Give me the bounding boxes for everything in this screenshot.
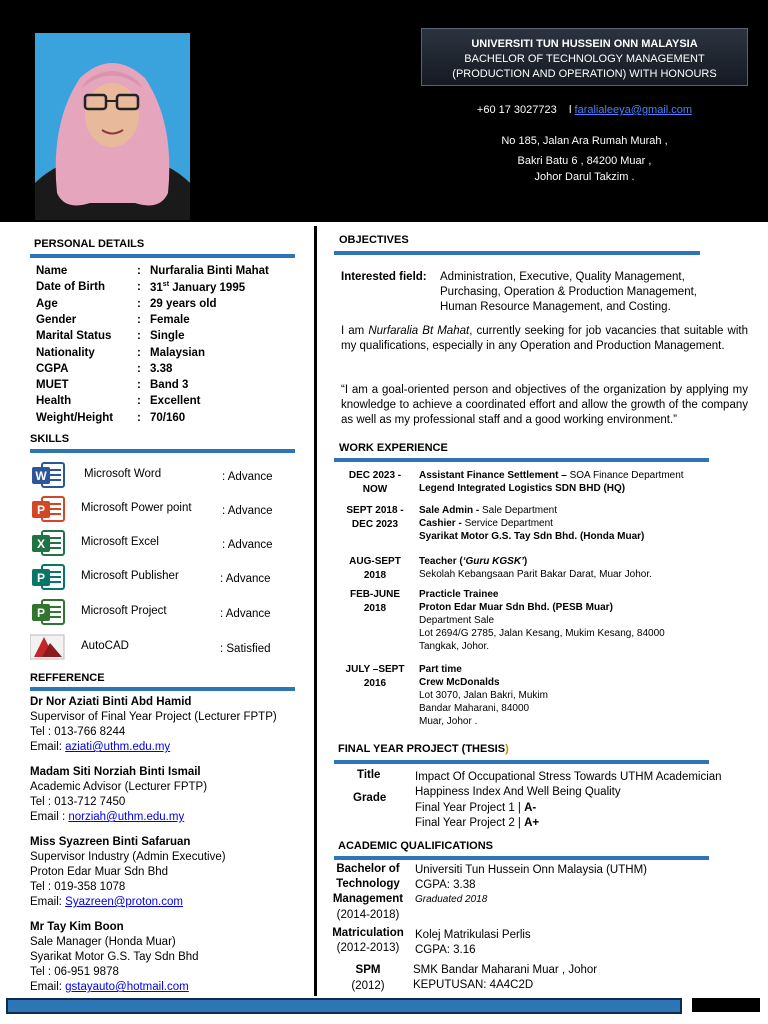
detail-colon: :	[137, 346, 141, 359]
svg-text:P: P	[36, 503, 46, 517]
fyp-title-line-2: Happiness Index And Well Being Quality	[415, 786, 621, 798]
reference-detail: Syarikat Motor G.S. Tay Sdn Bhd	[30, 951, 199, 963]
job-title-part: Part time	[419, 664, 462, 675]
fyp-grade-1	[415, 801, 536, 816]
detail-label: Date of Birth	[36, 281, 105, 294]
academic-heading: ACADEMIC QUALIFICATIONS	[338, 840, 494, 852]
detail-value: Excellent	[150, 395, 201, 408]
detail-value: Nurfaralia Binti Mahat	[150, 265, 269, 277]
reference-name: Madam Siti Norziah Binti Ismail	[30, 766, 201, 778]
detail-colon: :	[137, 265, 141, 277]
reference-detail: Tel : 019-358 1078	[30, 881, 126, 893]
reference-name: Mr Tay Kim Boon	[30, 921, 124, 933]
fyp-title-end: )	[505, 743, 509, 755]
skill-name: Microsoft Project	[81, 605, 167, 617]
word-icon	[30, 461, 64, 489]
detail-value: Band 3	[150, 379, 189, 392]
fyp-grade-2	[415, 816, 539, 831]
detail-colon: :	[137, 411, 141, 424]
degree-label-1: Bachelor of	[336, 863, 400, 875]
header-banner	[0, 0, 768, 222]
reference-email-link[interactable]: aziati@uthm.edu.my	[65, 741, 171, 753]
reference-name: Miss Syazreen Binti Safaruan	[30, 836, 191, 848]
reference-email-line	[30, 740, 170, 755]
reference-email-line	[30, 980, 189, 995]
svg-text:P: P	[36, 571, 46, 585]
work-experience-heading: WORK EXPERIENCE	[339, 442, 448, 454]
fyp-divider	[334, 760, 709, 764]
skill-level: : Advance	[222, 539, 273, 551]
contact-separator: l	[569, 104, 572, 116]
matriculation-label: Matriculation	[332, 927, 404, 939]
phone-number: +60 17 3027723	[476, 104, 557, 116]
skill-name: Microsoft Power point	[81, 502, 192, 514]
job-title-part: )	[523, 556, 528, 567]
job-detail: Tangkak, Johor.	[419, 641, 490, 652]
objective-text-2: , currently seeking for job vacancies that suitable with my qualifications, especially in any Operation and Production Management.	[341, 325, 748, 352]
academic-divider	[334, 856, 709, 860]
matriculation-cgpa: CGPA: 3.16	[415, 944, 476, 956]
reference-email-label: Email:	[30, 741, 66, 753]
skill-level: : Advance	[220, 573, 271, 585]
powerpoint-icon	[30, 495, 64, 523]
work-divider	[334, 458, 709, 462]
personal-details-heading: PERSONAL DETAILS	[34, 238, 145, 250]
svg-text:X: X	[36, 537, 46, 551]
job-detail: Muar, Johor .	[419, 716, 478, 727]
detail-colon: :	[137, 281, 141, 294]
degree-line-2: (PRODUCTION AND OPERATION) WITH HONOURS	[452, 68, 717, 80]
reference-detail: Supervisor of Final Year Project (Lecturer FPTP)	[30, 711, 277, 723]
detail-value: 29 years old	[150, 297, 217, 310]
skill-level: : Advance	[222, 505, 273, 517]
detail-colon: :	[137, 395, 141, 408]
job-detail: Bandar Maharani, 84000	[419, 703, 530, 714]
detail-value: 70/160	[150, 411, 186, 424]
address-line-2: Bakri Batu 6 , 84200 Muar ,	[517, 155, 652, 167]
detail-colon: :	[137, 330, 141, 343]
excel-icon	[30, 529, 64, 557]
detail-label: MUET	[36, 379, 69, 392]
degree-cgpa: CGPA: 3.38	[415, 879, 476, 891]
job-detail-role: Cashier -	[419, 518, 465, 529]
job-date: SEPT 2018 - DEC 2023	[346, 505, 404, 530]
objectives-heading: OBJECTIVES	[339, 234, 409, 246]
detail-colon: :	[137, 313, 141, 326]
objective-paragraph-1	[341, 324, 748, 354]
detail-value: Malaysian	[150, 346, 205, 359]
detail-value: 31st January 1995	[150, 281, 246, 295]
job-detail: Legend Integrated Logistics SDN BHD (HQ)	[419, 483, 626, 494]
matriculation-years: (2012-2013)	[336, 942, 400, 954]
address-line-1: No 185, Jalan Ara Rumah Murah ,	[501, 135, 668, 147]
skill-name: Microsoft Publisher	[81, 570, 179, 582]
interested-field-label: Interested field:	[341, 271, 427, 283]
job-title-part: Assistant Finance Settlement –	[419, 470, 570, 481]
reference-email-link[interactable]: gstayauto@hotmail.com	[65, 981, 189, 993]
reference-email-label: Email:	[30, 896, 66, 908]
reference-email-link[interactable]: Syazreen@proton.com	[65, 896, 183, 908]
reference-detail: Tel : 06-951 9878	[30, 966, 119, 978]
footer-block	[692, 998, 760, 1012]
university-box	[421, 28, 748, 86]
reference-detail: Sale Manager (Honda Muar)	[30, 936, 176, 948]
job-detail: Lot 2694/G 2785, Jalan Kesang, Mukim Kesang, 84000	[419, 628, 665, 639]
fyp-title-text: FINAL YEAR PROJECT (THESIS	[338, 743, 506, 755]
detail-colon: :	[137, 362, 141, 375]
objective-paragraph-2: “I am a goal-oriented person and objectives of the organization by applying my knowledge to achieve a coordinated effort and allow the growth of the company as well as my professional staff and a good working environment.”	[341, 384, 748, 426]
university-name: UNIVERSITI TUN HUSSEIN ONN MALAYSIA	[471, 38, 698, 50]
reference-heading: REFFERENCE	[30, 672, 105, 684]
detail-label: Weight/Height	[36, 411, 114, 424]
spm-label: SPM	[355, 964, 381, 976]
fyp-grade-1-value: A-	[524, 802, 537, 814]
degree-label-3: Management	[332, 893, 404, 905]
matriculation-college: Kolej Matrikulasi Perlis	[415, 929, 531, 941]
objectives-divider	[334, 251, 700, 255]
job-title-part: Sale Department	[481, 505, 558, 516]
degree-label-4: (2014-2018)	[336, 909, 400, 921]
job-date: FEB-JUNE 2018	[349, 589, 400, 614]
email-link[interactable]: faralialeeya@gmail.com	[574, 104, 693, 116]
detail-label: Nationality	[36, 346, 95, 359]
fyp-heading	[338, 743, 509, 755]
reference-email-label: Email:	[30, 981, 66, 993]
job-date: DEC 2023 - NOW	[348, 470, 402, 495]
svg-text:W: W	[35, 469, 47, 483]
detail-value: Single	[150, 330, 185, 343]
detail-colon: :	[137, 297, 141, 310]
skill-level: : Advance	[222, 471, 273, 483]
objective-text: I am	[341, 325, 369, 337]
job-date: AUG-SEPT 2018	[349, 556, 401, 581]
reference-detail: Tel : 013-712 7450	[30, 796, 126, 808]
skill-level: : Satisfied	[220, 643, 271, 655]
publisher-icon	[30, 563, 64, 591]
degree-graduated: Graduated 2018	[415, 894, 488, 905]
reference-detail: Academic Advisor (Lecturer FPTP)	[30, 781, 208, 793]
interested-field-3: Human Resource Management, and Costing.	[440, 301, 671, 313]
contact-line	[421, 104, 748, 116]
detail-label: Name	[36, 265, 68, 277]
job-title	[419, 663, 462, 676]
job-title	[419, 504, 557, 517]
job-title	[419, 555, 527, 568]
skill-name: Microsoft Word	[84, 468, 162, 480]
detail-label: Health	[36, 395, 72, 408]
job-detail	[419, 517, 553, 530]
fyp-title-line-1: Impact Of Occupational Stress Towards UTHM Academician	[415, 771, 722, 783]
detail-label: Age	[36, 297, 58, 310]
interested-field-2: Purchasing, Operation & Production Management,	[440, 286, 697, 298]
fyp-grade-label: Grade	[353, 792, 387, 804]
job-title-part: SOA Finance Department	[569, 470, 684, 481]
reference-divider	[30, 687, 295, 691]
spm-school: SMK Bandar Maharani Muar , Johor	[413, 964, 598, 976]
job-detail: Lot 3070, Jalan Bakri, Mukim	[419, 690, 548, 701]
spm-year: (2012)	[351, 980, 385, 992]
objective-name: Nurfaralia Bt Mahat	[368, 325, 470, 337]
job-title	[419, 469, 684, 482]
address-line-3: Johor Darul Takzim .	[534, 171, 635, 183]
reference-email-line	[30, 895, 183, 910]
skills-heading: SKILLS	[30, 433, 70, 445]
job-detail-dept: Service Department	[464, 518, 553, 529]
svg-text:P: P	[36, 606, 46, 620]
job-detail: Proton Edar Muar Sdn Bhd. (PESB Muar)	[419, 602, 613, 613]
detail-value: Female	[150, 313, 190, 326]
job-title-part: Practicle Trainee	[419, 589, 499, 600]
reference-email-link[interactable]: norziah@uthm.edu.my	[68, 811, 185, 823]
detail-colon: :	[137, 379, 141, 392]
project-icon	[30, 598, 64, 626]
detail-label: CGPA	[36, 362, 69, 375]
footer-bar	[6, 998, 682, 1014]
skills-divider	[30, 449, 295, 453]
job-detail: Syarikat Motor G.S. Tay Sdn Bhd. (Honda Muar)	[419, 531, 645, 542]
job-title-part: Sale Admin -	[419, 505, 482, 516]
job-title	[419, 588, 499, 601]
spm-result: KEPUTUSAN: 4A4C2D	[413, 979, 534, 991]
reference-detail: Tel : 013-766 8244	[30, 726, 126, 738]
detail-label: Gender	[36, 313, 77, 326]
reference-name: Dr Nor Aziati Binti Abd Hamid	[30, 696, 192, 708]
reference-detail: Supervisor Industry (Admin Executive)	[30, 851, 226, 863]
job-date: JULY –SEPT 2016	[345, 664, 405, 689]
skill-level: : Advance	[220, 608, 271, 620]
skill-name: Microsoft Excel	[81, 536, 159, 548]
interested-field-1: Administration, Executive, Quality Management,	[440, 271, 685, 283]
personal-divider	[30, 254, 295, 258]
job-detail: Crew McDonalds	[419, 677, 500, 688]
fyp-grade-2-value: A+	[524, 817, 540, 829]
column-divider	[314, 226, 317, 996]
job-title-part: ‘Guru KGSK’	[462, 556, 524, 567]
reference-email-label: Email :	[30, 811, 69, 823]
job-detail: Sekolah Kebangsaan Parit Bakar Darat, Muar Johor.	[419, 569, 652, 580]
degree-label-2: Technology	[336, 878, 400, 890]
fyp-title-label: Title	[357, 769, 381, 781]
reference-detail: Proton Edar Muar Sdn Bhd	[30, 866, 169, 878]
job-detail: Department Sale	[419, 615, 495, 626]
detail-value: 3.38	[150, 362, 173, 375]
degree-university: Universiti Tun Hussein Onn Malaysia (UTHM)	[415, 864, 647, 876]
reference-email-line	[30, 810, 184, 825]
detail-label: Marital Status	[36, 330, 112, 343]
profile-photo	[35, 33, 190, 220]
autocad-icon	[30, 633, 64, 661]
fyp-grade-1-label: Final Year Project 1 |	[415, 802, 525, 814]
degree-line-1: BACHELOR OF TECHNOLOGY MANAGEMENT	[464, 53, 705, 65]
fyp-grade-2-label: Final Year Project 2 |	[415, 817, 525, 829]
job-title-part: Teacher (	[419, 556, 463, 567]
skill-name: AutoCAD	[81, 640, 129, 652]
